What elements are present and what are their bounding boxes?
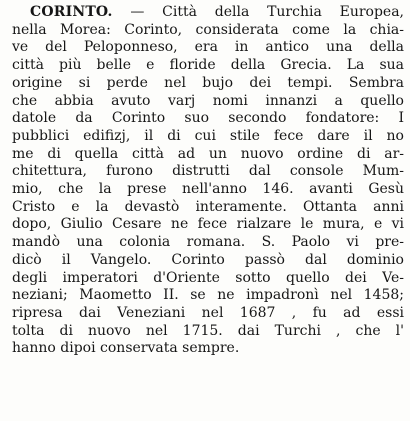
encyclopedia-entry-corinto — [12, 4, 404, 358]
entry-line-10: chitettura, furono distrutti dal console Mum- — [12, 163, 404, 180]
entry-line-2: nella Morea: Corinto, considerata come la chia- — [12, 21, 404, 38]
entry-line-19: tolta di nuovo nel 1715. dai Turchi , che l' — [12, 322, 404, 339]
entry-line-17: neziani; Maometto II. se ne impadronì nel 1458; — [12, 287, 404, 304]
entry-line-5: origine si perde nel bujo dei tempi. Sembra — [12, 74, 404, 91]
entry-line-3: ve del Peloponneso, era in antico una della — [12, 39, 404, 56]
entry-line-7: datole da Corinto suo secondo fondatore: I — [12, 110, 404, 127]
entry-line-9: me di quella città ad un nuovo ordine di ar- — [12, 145, 404, 162]
entry-line-14: mandò una colonia romana. S. Paolo vi pre- — [12, 234, 404, 251]
entry-line-11: mio, che la prese nell'anno 146. avanti Gesù — [12, 181, 404, 198]
entry-line-12: Cristo e la devastò interamente. Ottanta anni — [12, 198, 404, 215]
entry-line-16: degli imperatori d'Oriente sotto quello dei Ve- — [12, 269, 404, 286]
entry-line-4: città più belle e floride della Grecia. La sua — [12, 57, 404, 74]
entry-line-13: dopo, Giulio Cesare ne fece rialzare le mura, e vi — [12, 216, 404, 233]
entry-line-15: dicò il Vangelo. Corinto passò dal dominio — [12, 251, 404, 268]
entry-line-18: ripresa dai Veneziani nel 1687 , fu ad essi — [12, 304, 404, 321]
entry-line-1-text: — Città della Turchia Europea, — [112, 4, 404, 20]
entry-line-20: hanno dipoi conservata sempre. — [12, 340, 240, 357]
entry-line-1 — [12, 4, 404, 22]
entry-line-8: pubblici edifizj, il di cui stile fece dare il no — [12, 127, 404, 144]
entry-headword: CORINTO. — [30, 4, 113, 20]
entry-line-6: che abbia avuto varj nomi innanzi a quello — [12, 92, 404, 109]
